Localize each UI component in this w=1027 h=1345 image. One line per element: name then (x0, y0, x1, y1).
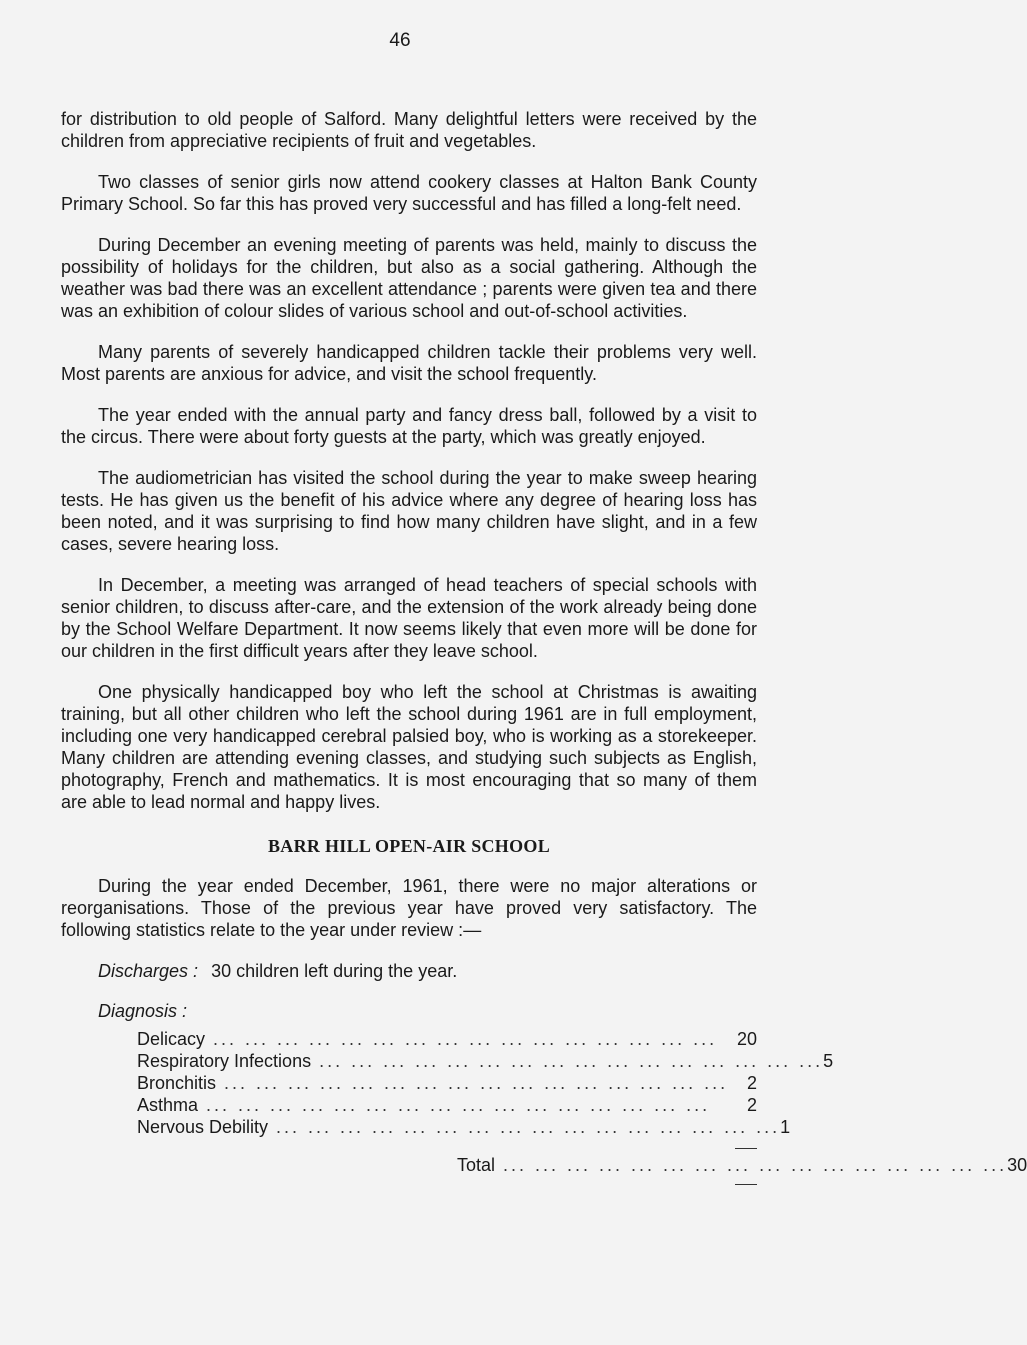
diagnosis-count: 1 (780, 1117, 791, 1137)
total-label: Total (457, 1155, 496, 1175)
leader-dots: ... ... ... ... ... ... ... ... ... ... ... ... ... ... ... ... (213, 1029, 718, 1049)
diagnosis-name: Bronchitis (137, 1073, 217, 1093)
section-paragraph: During the year ended December, 1961, there were no major alterations or reorganisations. Those of the previous year have proved very satisfactory. The following statistics relate to the year under review :— (61, 876, 757, 940)
table-row (137, 1028, 757, 1050)
leader-dots: ... ... ... ... ... ... ... ... ... ... ... ... ... ... ... ... (224, 1073, 729, 1093)
leader-dots: ... ... ... ... ... ... ... ... ... ... ... ... ... ... ... ... (206, 1095, 711, 1115)
leader-dots: ... ... ... ... ... ... ... ... ... ... ... ... ... ... ... ... (503, 1155, 1008, 1175)
diagnosis-name: Respiratory Infections (137, 1051, 312, 1071)
table-row (137, 1050, 834, 1072)
paragraph: for distribution to old people of Salford. Many delightful letters were received by the children from appreciative recipients of fruit and vegetables. (61, 109, 757, 151)
paragraph: Many parents of severely handicapped children tackle their problems very well. Most parents are anxious for advice, and visit the school frequently. (61, 342, 757, 384)
diagnosis-count: 2 (746, 1095, 757, 1115)
leader-dots: ... ... ... ... ... ... ... ... ... ... ... ... ... ... ... ... (276, 1117, 781, 1137)
total-rule-top (137, 1138, 757, 1154)
paragraph: Two classes of senior girls now attend cookery classes at Halton Bank County Primary School. So far this has proved very successful and has filled a long-felt need. (61, 172, 757, 214)
diagnosis-count: 5 (823, 1051, 834, 1071)
paragraph: The year ended with the annual party and fancy dress ball, followed by a visit to the circus. There were about forty guests at the party, which was greatly enjoyed. (61, 405, 757, 447)
diagnosis-name: Asthma (137, 1095, 199, 1115)
total-rule-bottom (137, 1176, 757, 1194)
discharges-line (98, 960, 757, 982)
total-value: 30 (1007, 1155, 1027, 1175)
paragraph: One physically handicapped boy who left the school at Christmas is awaiting training, but all other children who left the school during 1961 are in full employment, including one very handicapped cerebral palsied boy, who is working as a storekeeper. Many children are attending evening classes, and studying such subjects as English, photography, French and mathematics. It is most encouraging that so many of them are able to lead normal and happy lives. (61, 682, 757, 812)
table-row (137, 1116, 791, 1138)
diagnosis-line (98, 1000, 757, 1022)
total-row (137, 1154, 1027, 1176)
diagnosis-label: Diagnosis : (98, 1001, 188, 1021)
page-number: 46 (389, 30, 411, 51)
table-row (137, 1094, 757, 1116)
paragraph: The audiometrician has visited the school during the year to make sweep hearing tests. He has given us the benefit of his advice where any degree of hearing loss has been noted, and it was surprising to find how many children have slight, and in a few cases, severe hearing loss. (61, 468, 757, 554)
table-row (137, 1072, 757, 1094)
discharges-text: 30 children left during the year. (211, 961, 458, 981)
leader-dots: ... ... ... ... ... ... ... ... ... ... ... ... ... ... ... ... (319, 1051, 824, 1071)
divider (735, 1184, 757, 1185)
divider (735, 1148, 757, 1149)
discharges-label: Discharges : (98, 961, 199, 981)
diagnosis-count: 20 (736, 1029, 757, 1049)
paragraph: During December an evening meeting of parents was held, mainly to discuss the possibility of holidays for the children, but also as a social gathering. Although the weather was bad there was an excellent attendance ; parents were given tea and there was an exhibition of colour slides of various school and out-of-school activities. (61, 235, 757, 321)
diagnosis-count: 2 (746, 1073, 757, 1093)
diagnosis-name: Nervous Debility (137, 1117, 269, 1137)
diagnosis-name: Delicacy (137, 1029, 206, 1049)
diagnosis-table (137, 1028, 1027, 1194)
paragraph: In December, a meeting was arranged of head teachers of special schools with senior children, to discuss after-care, and the extension of the work already being done by the School Welfare Department. It now seems likely that even more will be done for our children in the first difficult years after they leave school. (61, 575, 757, 661)
section-heading: BARR HILL OPEN-AIR SCHOOL (267, 836, 551, 856)
document-body (61, 108, 1027, 1194)
